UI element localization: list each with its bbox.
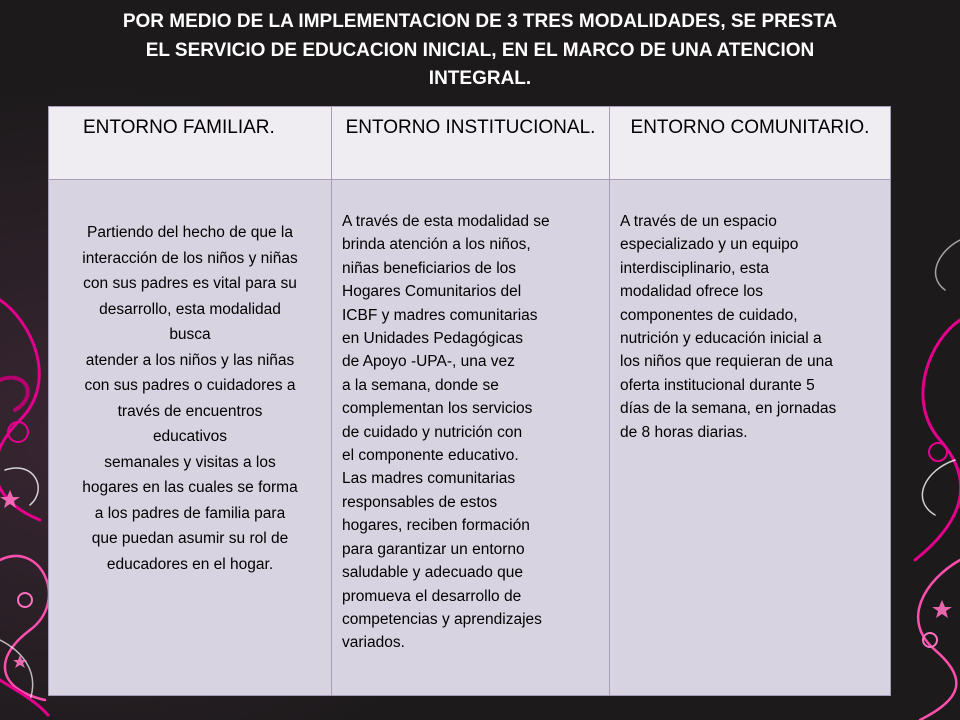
cell-entorno-institucional	[332, 180, 610, 696]
table-row	[49, 180, 891, 696]
header-entorno-familiar: ENTORNO FAMILIAR.	[49, 107, 332, 180]
cell-text-familiar: Partiendo del hecho de que la interacción de los niños y niñas con sus padres es vital para su desarrollo, esta modalidad busca atender a los niños y las niñas con sus padres o cuidadores a través de encuentros educativos semanales y visitas a los hogares en las cuales se forma a los padres de familia para que puedan asumir su rol de educadores en el hogar.	[82, 224, 298, 573]
header-entorno-institucional: ENTORNO INSTITUCIONAL.	[332, 107, 610, 180]
header-entorno-comunitario: ENTORNO COMUNITARIO.	[610, 107, 891, 180]
table-header-row	[49, 107, 891, 180]
cell-entorno-comunitario	[610, 180, 891, 696]
cell-entorno-familiar	[49, 180, 332, 696]
slide-title: POR MEDIO DE LA IMPLEMENTACION DE 3 TRES MODALIDADES, SE PRESTA EL SERVICIO DE EDUCACION INICIAL, EN EL MARCO DE UNA ATENCION INTEGRAL.	[122, 11, 838, 89]
cell-text-comunitario: A través de un espacio especializado y un equipo interdisciplinario, esta modalidad ofrece los componentes de cuidado, nutrición y educación inicial a los niños que requieran de una oferta institucional durante 5 días de la semana, en jornadas de 8 horas diarias.	[620, 213, 837, 441]
modalities-table	[48, 106, 891, 696]
cell-text-institucional: A través de esta modalidad se brinda atención a los niños, niñas beneficiarios de los Hogares Comunitarios del ICBF y madres comunitarias en Unidades Pedagógicas de Apoyo -UPA-, una vez a la semana, donde se complementan los servicios de cuidado y nutrición con el componente educativo. Las madres comunitarias responsables de estos hogares, reciben formación para garantizar un entorno saludable y adecuado que promueva el desarrollo de competencias y aprendizajes variados.	[342, 213, 550, 652]
